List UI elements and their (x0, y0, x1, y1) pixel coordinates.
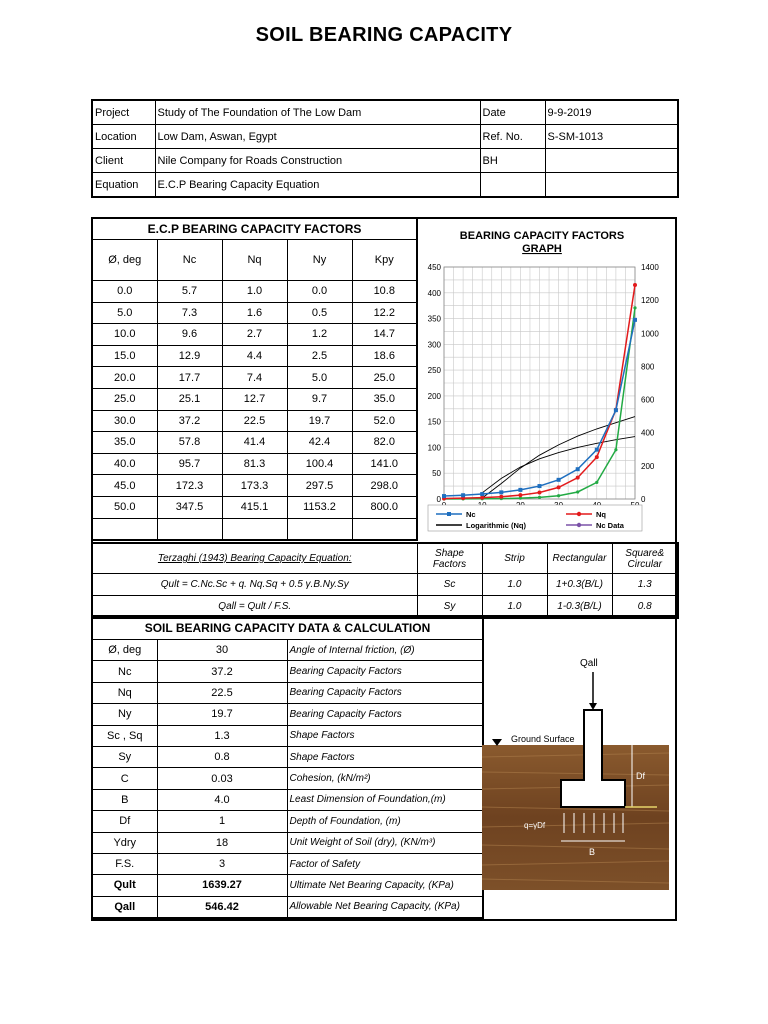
series-point-nc (499, 490, 503, 494)
series-point-ny (538, 496, 541, 499)
sy-rectangular: 1-0.3(B/L) (547, 596, 612, 619)
calc-cell: 546.42 (157, 896, 287, 918)
calc-cell: Bearing Capacity Factors (287, 682, 483, 703)
empty-cell (287, 518, 352, 540)
factor-cell: 35.0 (92, 432, 157, 454)
info-cell-label2: Date (480, 100, 545, 125)
col-header-nq: Nq (222, 240, 287, 281)
factor-cell: 5.0 (92, 302, 157, 324)
calc-row (92, 811, 483, 832)
y-left-tick-label: 50 (432, 469, 441, 479)
b-label: B (589, 847, 596, 857)
factor-cell: 12.2 (352, 302, 417, 324)
calc-row (92, 661, 483, 682)
table-row (92, 410, 417, 432)
info-cell-label: Client (92, 149, 155, 173)
y-right-tick-label: 1200 (641, 296, 659, 306)
factor-cell: 15.0 (92, 345, 157, 367)
y-left-tick-label: 450 (427, 263, 441, 272)
calc-cell: Allowable Net Bearing Capacity, (KPa) (287, 896, 483, 918)
calc-cell: 1 (157, 811, 287, 832)
calc-row (92, 725, 483, 746)
chart-title-line1: BEARING CAPACITY FACTORS (459, 230, 625, 242)
y-right-tick-label: 400 (641, 428, 655, 438)
y-left-tick-label: 0 (436, 495, 441, 504)
info-cell-value: Nile Company for Roads Construction (155, 149, 480, 173)
series-point-ny (576, 490, 579, 493)
factor-cell: 50.0 (92, 496, 157, 518)
y-left-tick-label: 100 (427, 443, 441, 453)
info-cell-label: Equation (92, 173, 155, 198)
info-cell-label: Location (92, 125, 155, 149)
calc-row (92, 682, 483, 703)
sy-square: 0.8 (612, 596, 678, 619)
calc-cell: 4.0 (157, 789, 287, 810)
factor-cell: 172.3 (157, 475, 222, 497)
factor-cell: 12.9 (157, 345, 222, 367)
calc-cell: 37.2 (157, 661, 287, 682)
table-row (92, 453, 417, 475)
info-row (92, 100, 678, 125)
factor-cell: 1.2 (287, 324, 352, 346)
calc-cell: F.S. (92, 853, 157, 874)
calc-cell: Depth of Foundation, (m) (287, 811, 483, 832)
calc-cell: Sc , Sq (92, 725, 157, 746)
factor-cell: 45.0 (92, 475, 157, 497)
y-left-tick-label: 400 (427, 288, 441, 298)
info-cell-label2: Ref. No. (480, 125, 545, 149)
calc-header: SOIL BEARING CAPACITY DATA & CALCULATION (92, 616, 483, 640)
calc-cell: 3 (157, 853, 287, 874)
factor-cell: 7.4 (222, 367, 287, 389)
chart-svg (416, 219, 675, 542)
calculation-table (91, 615, 484, 919)
factor-cell: 347.5 (157, 496, 222, 518)
y-right-tick-label: 600 (641, 395, 655, 405)
calc-cell: 18 (157, 832, 287, 853)
legend-marker (577, 512, 581, 516)
calc-row (92, 832, 483, 853)
qult-equation: Qult = C.Nc.Sc + q. Nq.Sq + 0.5 γ.B.Ny.Sy (92, 574, 417, 596)
series-point-nc (461, 493, 465, 497)
page-title: SOIL BEARING CAPACITY (255, 24, 513, 46)
factor-cell: 42.4 (287, 432, 352, 454)
series-point-nc (576, 467, 580, 471)
factor-cell: 800.0 (352, 496, 417, 518)
series-point-nc (518, 488, 522, 492)
info-cell-label2 (480, 173, 545, 198)
factor-cell: 9.7 (287, 388, 352, 410)
factor-cell: 40.0 (92, 453, 157, 475)
info-row (92, 173, 678, 198)
factor-cell: 22.5 (222, 410, 287, 432)
calc-row (92, 896, 483, 918)
series-point-nq (576, 476, 580, 480)
series-point-nq (595, 455, 599, 459)
factors-header: E.C.P BEARING CAPACITY FACTORS (92, 218, 417, 240)
col-header-phi: Ø, deg (92, 240, 157, 281)
info-cell-value2 (545, 173, 678, 198)
strip-label: Strip (482, 543, 547, 574)
calc-cell: Ydry (92, 832, 157, 853)
calc-cell: Bearing Capacity Factors (287, 704, 483, 725)
factor-cell: 41.4 (222, 432, 287, 454)
factor-cell: 20.0 (92, 367, 157, 389)
factor-cell: 1.0 (222, 281, 287, 303)
sc-label: Sc (417, 574, 482, 596)
table-row (92, 302, 417, 324)
calc-row (92, 789, 483, 810)
y-left-tick-label: 200 (427, 391, 441, 401)
info-cell-value: Low Dam, Aswan, Egypt (155, 125, 480, 149)
info-row (92, 149, 678, 173)
series-point-ny (557, 494, 560, 497)
series-point-nq (480, 496, 484, 500)
table-row-empty (92, 518, 417, 540)
y-left-tick-label: 300 (427, 340, 441, 350)
series-point-nq (633, 283, 637, 287)
calc-row (92, 853, 483, 874)
series-point-nc (633, 318, 637, 322)
y-right-tick-label: 1000 (641, 329, 659, 339)
table-row (92, 281, 417, 303)
calc-row (92, 746, 483, 767)
legend-label: Nc Data (596, 521, 624, 530)
col-header-nc: Nc (157, 240, 222, 281)
sc-strip: 1.0 (482, 574, 547, 596)
y-right-tick-label: 0 (641, 495, 646, 504)
empty-cell (157, 518, 222, 540)
legend-marker (577, 523, 581, 527)
qall-arrowhead-icon (589, 703, 597, 710)
qall-equation: Qall = Qult / F.S. (92, 596, 417, 619)
series-point-nc (480, 492, 484, 496)
equation-title: Terzaghi (1943) Bearing Capacity Equation: (92, 543, 417, 574)
calc-cell: Bearing Capacity Factors (287, 661, 483, 682)
calc-cell: Ultimate Net Bearing Capacity, (KPa) (287, 875, 483, 896)
factor-cell: 52.0 (352, 410, 417, 432)
factor-cell: 4.4 (222, 345, 287, 367)
sc-square: 1.3 (612, 574, 678, 596)
calc-row (92, 640, 483, 661)
table-row (92, 367, 417, 389)
series-point-nq (538, 490, 542, 494)
rectangular-label: Rectangular (547, 543, 612, 574)
calc-cell: Ny (92, 704, 157, 725)
calc-cell: Shape Factors (287, 746, 483, 767)
sy-label: Sy (417, 596, 482, 619)
series-point-nq (499, 495, 503, 499)
factor-cell: 25.0 (352, 367, 417, 389)
factor-cell: 298.0 (352, 475, 417, 497)
y-left-tick-label: 150 (427, 417, 441, 427)
foundation-svg (482, 617, 675, 921)
series-point-nq (557, 485, 561, 489)
calc-cell: B (92, 789, 157, 810)
calc-cell: Nq (92, 682, 157, 703)
factor-cell: 18.6 (352, 345, 417, 367)
factor-cell: 30.0 (92, 410, 157, 432)
bearing-factors-table (91, 217, 418, 541)
sc-rectangular: 1+0.3(B/L) (547, 574, 612, 596)
factor-cell: 95.7 (157, 453, 222, 475)
info-cell-value2 (545, 149, 678, 173)
factor-cell: 0.5 (287, 302, 352, 324)
calc-cell: Unit Weight of Soil (dry), (KN/m³) (287, 832, 483, 853)
chart-title-line2: GRAPH (522, 243, 562, 255)
calc-cell: Qall (92, 896, 157, 918)
calc-cell: Shape Factors (287, 725, 483, 746)
legend-label: Logarithmic (Nq) (466, 521, 526, 530)
table-row (92, 345, 417, 367)
empty-cell (92, 518, 157, 540)
empty-cell (352, 518, 417, 540)
factor-cell: 25.1 (157, 388, 222, 410)
factor-cell: 2.5 (287, 345, 352, 367)
info-cell-label: Project (92, 100, 155, 125)
calc-cell: Qult (92, 875, 157, 896)
table-row (92, 388, 417, 410)
qall-label: Qall (580, 658, 598, 669)
calc-cell: 0.03 (157, 768, 287, 789)
soil-block (482, 745, 669, 890)
factor-cell: 12.7 (222, 388, 287, 410)
calc-cell: Nc (92, 661, 157, 682)
equation-table (91, 542, 679, 619)
factor-cell: 0.0 (92, 281, 157, 303)
calc-cell: 22.5 (157, 682, 287, 703)
factor-cell: 57.8 (157, 432, 222, 454)
y-left-tick-label: 350 (427, 314, 441, 324)
df-label: Df (636, 771, 645, 781)
calc-row (92, 875, 483, 896)
calc-cell: Df (92, 811, 157, 832)
factor-cell: 35.0 (352, 388, 417, 410)
calc-cell: 30 (157, 640, 287, 661)
factor-cell: 1.6 (222, 302, 287, 324)
calc-cell: Ø, deg (92, 640, 157, 661)
calc-cell: Sy (92, 746, 157, 767)
calc-cell: 19.7 (157, 704, 287, 725)
factor-cell: 141.0 (352, 453, 417, 475)
series-point-ny (595, 481, 598, 484)
y-right-tick-label: 1400 (641, 263, 659, 272)
factor-cell: 14.7 (352, 324, 417, 346)
info-cell-value2: 9-9-2019 (545, 100, 678, 125)
calc-cell: Cohesion, (kN/m²) (287, 768, 483, 789)
factor-cell: 81.3 (222, 453, 287, 475)
factor-cell: 9.6 (157, 324, 222, 346)
ground-marker-icon (492, 739, 502, 746)
y-right-tick-label: 200 (641, 461, 655, 471)
factor-cell: 7.3 (157, 302, 222, 324)
info-cell-value2: S-SM-1013 (545, 125, 678, 149)
factor-cell: 2.7 (222, 324, 287, 346)
col-header-kpy: Kpy (352, 240, 417, 281)
calc-cell: Factor of Safety (287, 853, 483, 874)
series-point-nc (538, 484, 542, 488)
project-info-table (91, 99, 679, 198)
series-point-ny (614, 448, 617, 451)
foundation-figure (482, 615, 677, 921)
factor-cell: 0.0 (287, 281, 352, 303)
series-point-nc (614, 408, 618, 412)
factor-cell: 37.2 (157, 410, 222, 432)
calc-row (92, 768, 483, 789)
factor-cell: 10.0 (92, 324, 157, 346)
series-point-nc (595, 448, 599, 452)
square-circular-label: Square& Circular (612, 543, 678, 574)
calc-cell: Least Dimension of Foundation,(m) (287, 789, 483, 810)
legend-marker (447, 512, 451, 516)
info-cell-value: E.C.P Bearing Capacity Equation (155, 173, 480, 198)
bearing-factors-graph (416, 217, 677, 542)
empty-cell (222, 518, 287, 540)
shape-factors-label: Shape Factors (417, 543, 482, 574)
y-left-tick-label: 250 (427, 366, 441, 376)
calc-cell: 1.3 (157, 725, 287, 746)
legend-label: Nq (596, 510, 606, 519)
factor-cell: 297.5 (287, 475, 352, 497)
table-row (92, 475, 417, 497)
factor-cell: 100.4 (287, 453, 352, 475)
info-cell-value: Study of The Foundation of The Low Dam (155, 100, 480, 125)
series-point-nc (557, 478, 561, 482)
factor-cell: 82.0 (352, 432, 417, 454)
ground-surface-label: Ground Surface (511, 734, 575, 744)
sy-strip: 1.0 (482, 596, 547, 619)
q-label: q=γDf (524, 821, 546, 830)
series-point-nq (518, 493, 522, 497)
table-row (92, 432, 417, 454)
series-point-ny (633, 306, 636, 309)
series-point-nc (442, 494, 446, 498)
factor-cell: 17.7 (157, 367, 222, 389)
table-row (92, 324, 417, 346)
factor-cell: 5.7 (157, 281, 222, 303)
info-row (92, 125, 678, 149)
info-cell-label2: BH (480, 149, 545, 173)
y-right-tick-label: 800 (641, 362, 655, 372)
factor-cell: 19.7 (287, 410, 352, 432)
calc-row (92, 704, 483, 725)
factor-cell: 5.0 (287, 367, 352, 389)
factor-cell: 1153.2 (287, 496, 352, 518)
factor-cell: 10.8 (352, 281, 417, 303)
calc-cell: C (92, 768, 157, 789)
factor-cell: 415.1 (222, 496, 287, 518)
legend-label: Nc (466, 510, 476, 519)
col-header-ny: Ny (287, 240, 352, 281)
calc-cell: 1639.27 (157, 875, 287, 896)
factor-cell: 173.3 (222, 475, 287, 497)
calc-cell: 0.8 (157, 746, 287, 767)
calc-cell: Angle of Internal friction, (Ø) (287, 640, 483, 661)
factor-cell: 25.0 (92, 388, 157, 410)
table-row (92, 496, 417, 518)
